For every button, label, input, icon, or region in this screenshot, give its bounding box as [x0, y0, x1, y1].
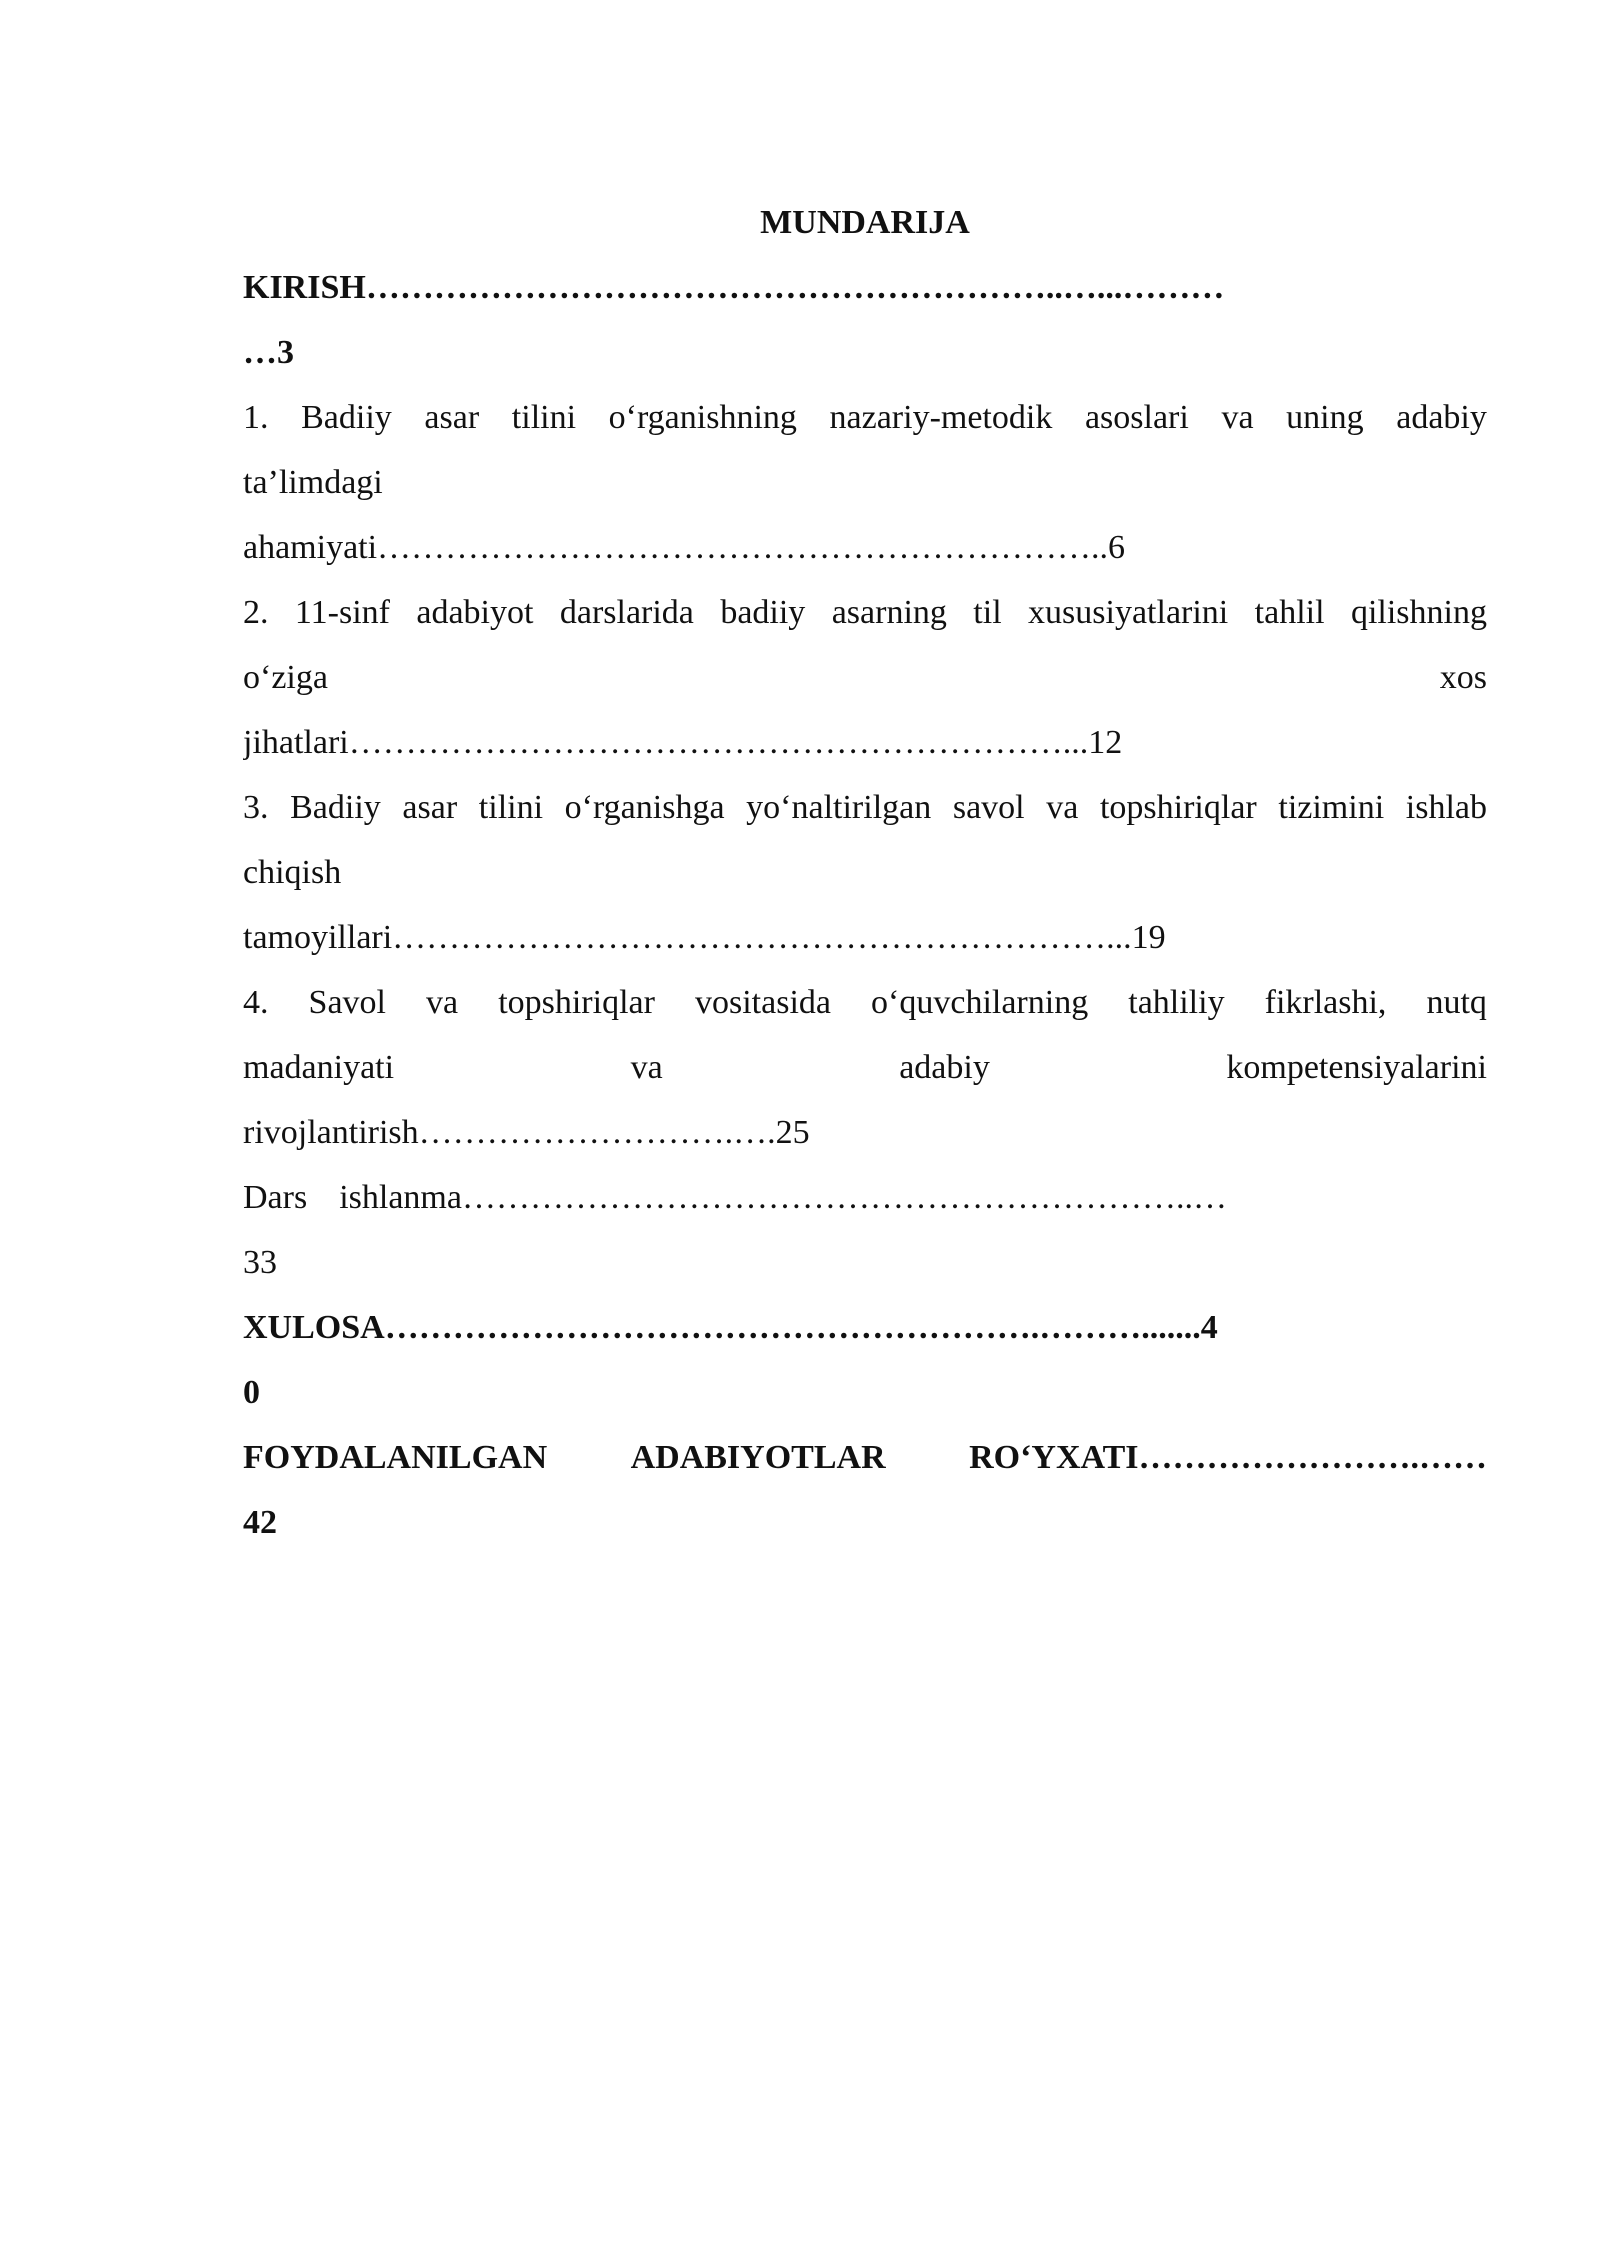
toc-word: yo‘naltirilgan [746, 789, 932, 826]
toc-entry-3 [243, 775, 1487, 840]
toc-entry-2 [243, 580, 1487, 645]
toc-word: va [630, 1049, 663, 1086]
toc-entry-1-page: ahamiyati………………………………………………………..6 [243, 529, 1126, 566]
toc-word: xususiyatlarini [1028, 594, 1229, 631]
toc-entry-kirish-page: …3 [243, 334, 294, 371]
toc-word: o‘quvchilarning [871, 984, 1089, 1021]
toc-word: qilishning [1350, 594, 1487, 631]
toc-word: nutq [1426, 984, 1487, 1021]
toc-word: o‘ziga [243, 659, 328, 696]
toc-word: ADABIYOTLAR [630, 1439, 886, 1476]
toc-entry-4-page: rivojlantirish……………………….….25 [243, 1114, 810, 1151]
toc-entry-adabiyotlar [243, 1425, 1487, 1490]
toc-entry-kirish: KIRISH……………………………………………………..…...……… [243, 269, 1225, 306]
toc-title: MUNDARIJA [760, 204, 970, 241]
toc-entry-1 [243, 385, 1487, 450]
toc-word: tizimini [1278, 789, 1385, 826]
toc-word: RO‘YXATI…………………….…… [969, 1439, 1487, 1476]
toc-word: Badiiy [290, 789, 381, 826]
toc-word: adabiy [899, 1049, 990, 1086]
toc-word: darslarida [559, 594, 694, 631]
toc-word: nazariy-metodik [829, 399, 1053, 436]
toc-word: kompetensiyalarini [1226, 1049, 1487, 1086]
table-of-contents [243, 190, 1487, 1555]
toc-word: til [973, 594, 1002, 631]
toc-entry-xulosa: XULOSA………………………………………………….……….......4 [243, 1309, 1218, 1346]
toc-entry-2-cont [243, 645, 1487, 710]
toc-word: va [1221, 399, 1254, 436]
toc-word: asarning [831, 594, 947, 631]
toc-word: Dars [243, 1179, 308, 1216]
toc-entry-4-cont [243, 1035, 1487, 1100]
toc-entry-2-page: jihatlari………………………………………………………...12 [243, 724, 1123, 761]
toc-word: 1. [243, 399, 269, 436]
toc-word: madaniyati [243, 1049, 395, 1086]
toc-word: va [1046, 789, 1079, 826]
toc-word: topshiriqlar [498, 984, 655, 1021]
toc-word: adabiy [1396, 399, 1487, 436]
toc-word: topshiriqlar [1099, 789, 1257, 826]
toc-word: o‘rganishga [564, 789, 725, 826]
toc-word: 4. [243, 984, 269, 1021]
toc-word: adabiyot [416, 594, 534, 631]
toc-word: asar [424, 399, 480, 436]
toc-word: tilini [511, 399, 577, 436]
toc-word: tahlil [1254, 594, 1325, 631]
toc-word: Savol [308, 984, 386, 1021]
toc-word: 11-sinf [294, 594, 390, 631]
toc-entry-3-cont: chiqish [243, 854, 342, 891]
toc-word: FOYDALANILGAN [243, 1439, 548, 1476]
toc-word: uning [1286, 399, 1364, 436]
toc-word: 2. [243, 594, 269, 631]
toc-entry-4 [243, 970, 1487, 1035]
toc-word: xos [1439, 659, 1487, 696]
toc-word: 3. [243, 789, 269, 826]
toc-entry-xulosa-page: 0 [243, 1374, 260, 1411]
toc-entry-3-page: tamoyillari………………………………………………………...19 [243, 919, 1166, 956]
toc-word: Badiiy [301, 399, 392, 436]
toc-entry-1-cont: ta’limdagi [243, 464, 383, 501]
toc-entry-dars [243, 1165, 1487, 1230]
toc-word: tilini [478, 789, 544, 826]
toc-word: tahliliy [1128, 984, 1225, 1021]
toc-word: va [426, 984, 459, 1021]
toc-word: fikrlashi, [1264, 984, 1387, 1021]
toc-word: vositasida [695, 984, 831, 1021]
toc-entry-adabiyotlar-page: 42 [243, 1504, 277, 1541]
toc-word: asar [402, 789, 458, 826]
toc-word: savol [952, 789, 1025, 826]
toc-word: ishlab [1405, 789, 1487, 826]
toc-word: badiiy [720, 594, 806, 631]
toc-word: o‘rganishning [608, 399, 797, 436]
toc-entry-dars-page: 33 [243, 1244, 277, 1281]
toc-word: ishlanma………………………………………………………..… [339, 1179, 1227, 1216]
toc-word: asoslari [1084, 399, 1189, 436]
